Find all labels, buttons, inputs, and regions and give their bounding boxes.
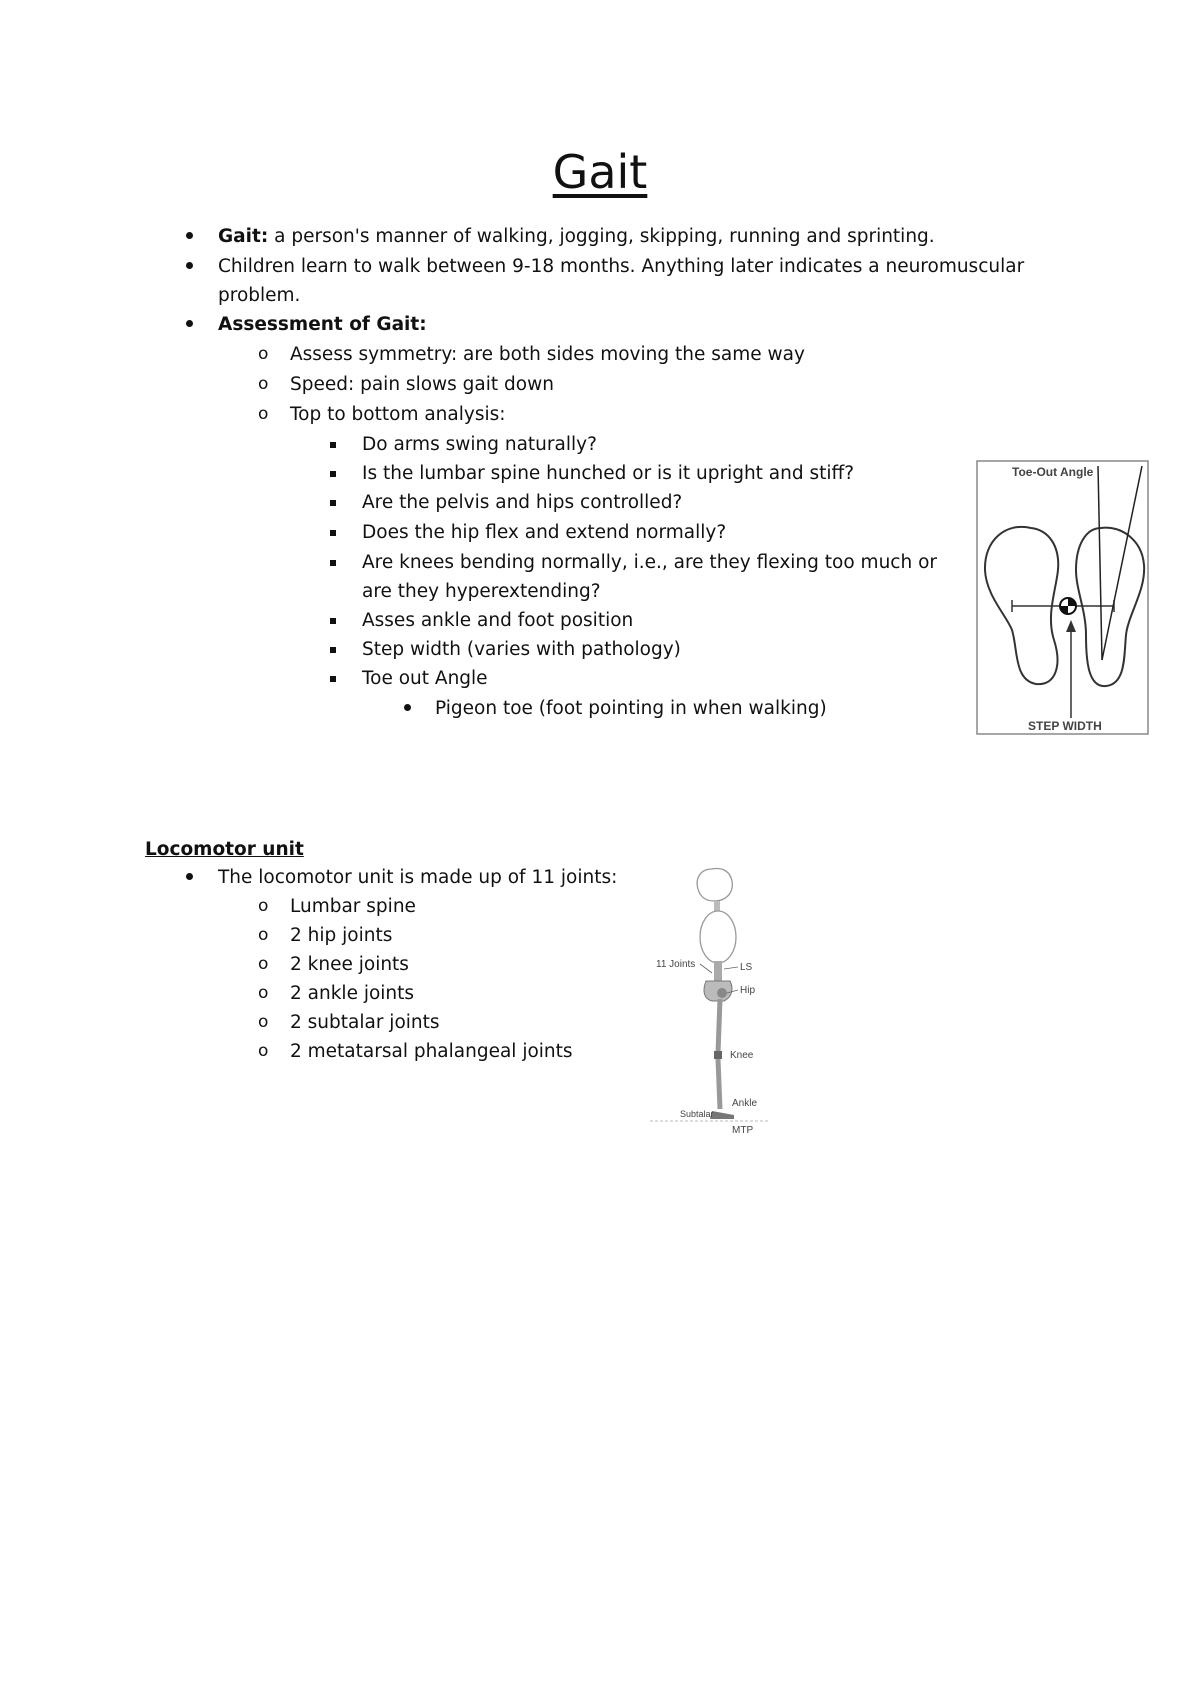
joint-item: 2 subtalar joints — [290, 1012, 440, 1033]
circle-marker: o — [258, 983, 269, 1003]
skull-shape — [697, 869, 732, 902]
square-marker — [330, 530, 336, 536]
femur-bone — [718, 999, 720, 1053]
toe-out-sub-item: Pigeon toe (foot pointing in when walking) — [435, 698, 827, 719]
thorax-shape — [700, 911, 736, 963]
joint-count-label: 11 Joints — [656, 959, 696, 970]
analysis-item: Are knees bending normally, i.e., are they flexing too much or — [362, 552, 937, 573]
figure-bottom-label: STEP WIDTH — [1028, 719, 1102, 733]
knee-label: Knee — [730, 1050, 754, 1061]
assessment-item: Assess symmetry: are both sides moving the same way — [290, 344, 805, 365]
circle-marker: o — [258, 896, 269, 916]
square-marker — [330, 500, 336, 506]
analysis-item: Does the hip flex and extend normally? — [362, 522, 727, 543]
analysis-item: Is the lumbar spine hunched or is it upright and stiff? — [362, 463, 855, 484]
tibia-bone — [718, 1059, 720, 1109]
joint-item: 2 metatarsal phalangeal joints — [290, 1041, 573, 1062]
joint-item: 2 knee joints — [290, 954, 409, 975]
square-marker — [330, 647, 336, 653]
bullet-dot — [186, 873, 193, 880]
analysis-item-continued: are they hyperextending? — [362, 581, 601, 602]
square-marker — [330, 618, 336, 624]
mtp-label: MTP — [732, 1125, 754, 1136]
definition-text: a person's manner of walking, jogging, skipping, running and sprinting. — [268, 226, 935, 247]
joint-item: Lumbar spine — [290, 896, 416, 917]
ls-label: LS — [740, 962, 753, 973]
circle-marker: o — [258, 374, 269, 394]
locomotor-heading: Locomotor unit — [145, 839, 304, 860]
locomotor-intro: The locomotor unit is made up of 11 joints: — [218, 867, 618, 888]
circle-marker: o — [258, 1012, 269, 1032]
foot-shape — [710, 1111, 734, 1119]
bullet-dot — [186, 262, 193, 269]
assessment-item: Top to bottom analysis: — [290, 404, 506, 425]
figure-top-label: Toe-Out Angle — [1012, 465, 1094, 479]
analysis-item: Toe out Angle — [362, 668, 488, 689]
square-marker — [330, 560, 336, 566]
circle-marker: o — [258, 344, 269, 364]
analysis-item: Do arms swing naturally? — [362, 434, 597, 455]
circle-marker: o — [258, 954, 269, 974]
circle-marker: o — [258, 1041, 269, 1061]
hip-label: Hip — [740, 985, 756, 996]
circle-marker: o — [258, 925, 269, 945]
circle-marker: o — [258, 404, 269, 424]
bullet-dot — [404, 704, 411, 711]
assessment-item: Speed: pain slows gait down — [290, 374, 554, 395]
children-line-2: problem. — [218, 285, 301, 306]
bullet-dot — [186, 320, 193, 327]
toe-out-angle-figure — [976, 460, 1149, 735]
square-marker — [330, 442, 336, 448]
analysis-item: Asses ankle and foot position — [362, 610, 634, 631]
gait-definition — [218, 222, 935, 251]
square-marker — [330, 676, 336, 682]
children-line-1: Children learn to walk between 9-18 months. Anything later indicates a neuromuscular — [218, 256, 1025, 277]
locomotor-skeleton-figure — [650, 865, 795, 1137]
joint-item: 2 hip joints — [290, 925, 393, 946]
ankle-label: Ankle — [732, 1098, 758, 1109]
page-title: Gait — [552, 145, 648, 199]
definition-term: Gait: — [218, 226, 269, 247]
bullet-dot — [186, 232, 193, 239]
square-marker — [330, 471, 336, 477]
assessment-heading: Assessment of Gait: — [218, 314, 427, 335]
subtalar-label: Subtalar — [680, 1109, 714, 1119]
analysis-item: Are the pelvis and hips controlled? — [362, 492, 683, 513]
analysis-item: Step width (varies with pathology) — [362, 639, 681, 660]
joint-item: 2 ankle joints — [290, 983, 415, 1004]
